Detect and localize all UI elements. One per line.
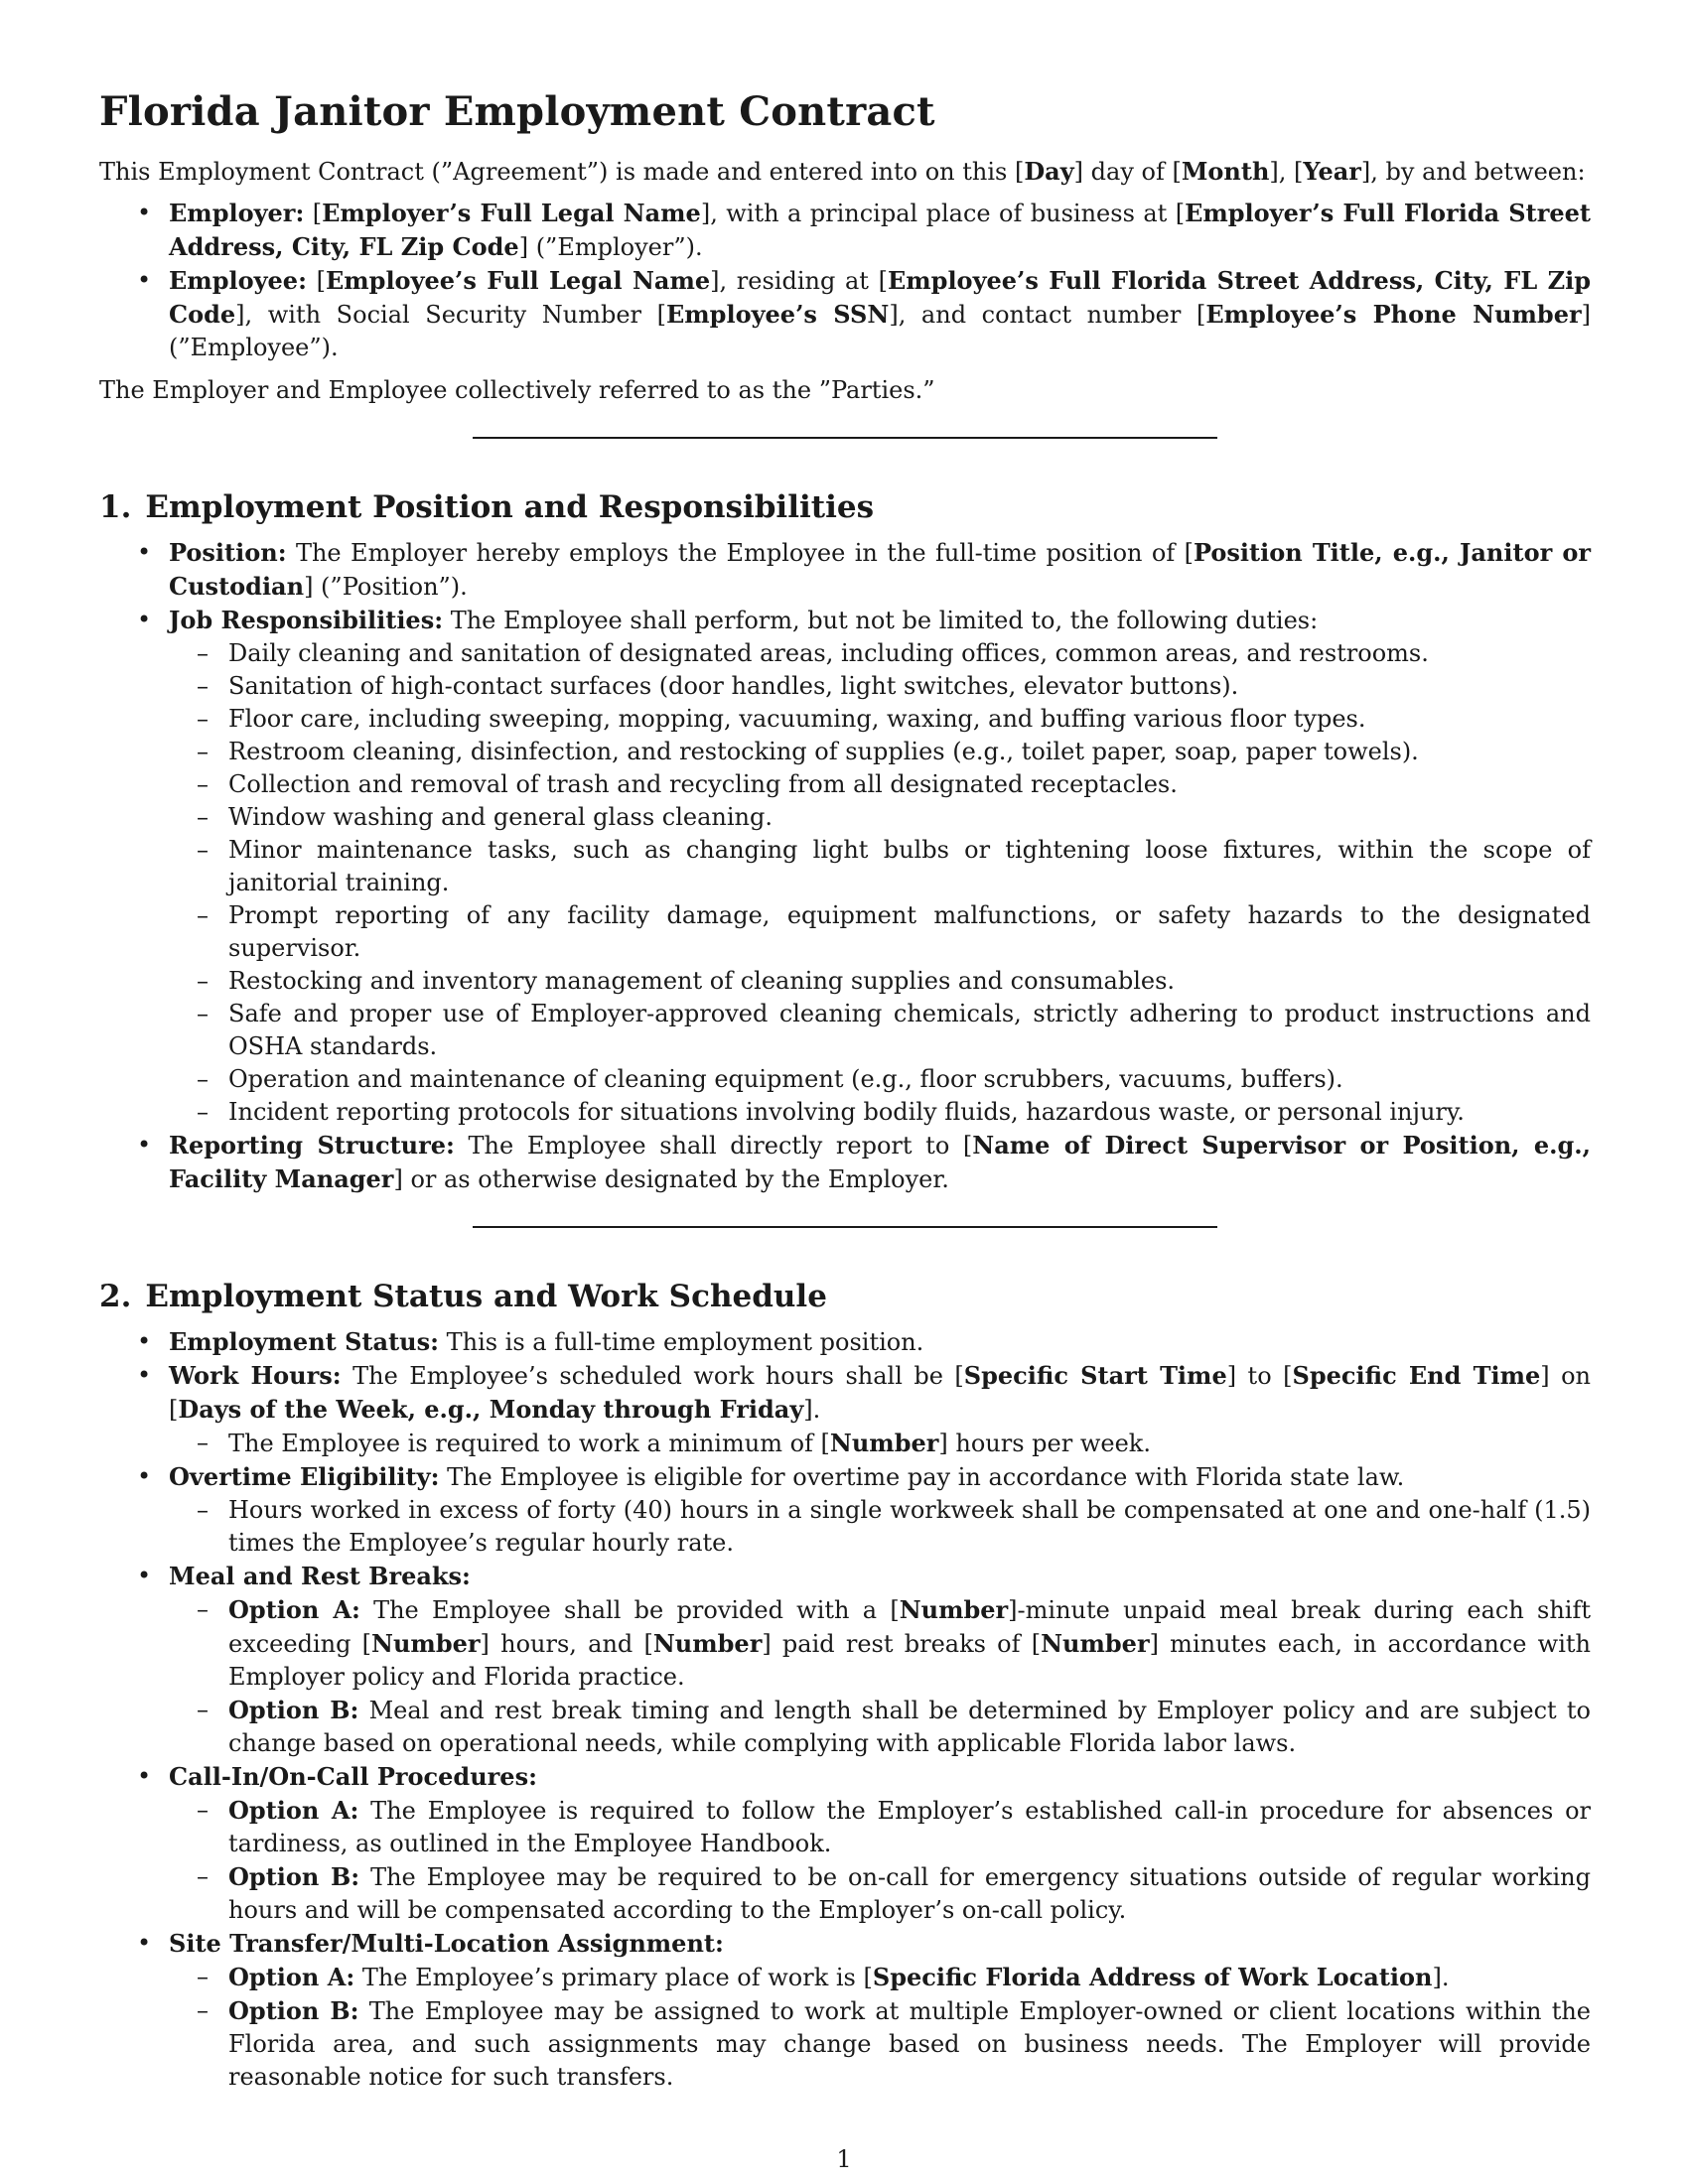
duty-item: – Floor care, including sweeping, mopping, vacuuming, waxing, and buffing various floor types. <box>169 703 1591 736</box>
overtime-sublist <box>169 1494 1591 1560</box>
duty-item: – Sanitation of high-contact surfaces (door handles, light switches, elevator buttons). <box>169 670 1591 703</box>
duty-item: – Operation and maintenance of cleaning equipment (e.g., floor scrubbers, vacuums, buffers). <box>169 1063 1591 1096</box>
duty-item: – Incident reporting protocols for situations involving bodily fluids, hazardous waste, or personal injury. <box>169 1096 1591 1129</box>
overtime-item: • Overtime Eligibility: The Employee is eligible for overtime pay in accordance with Florida state law. – Hours worked in excess of forty (40) hours in a single workweek shall be compensated at one and one-half (1.5) times the Employee’s regular hourly rate. <box>99 1460 1591 1560</box>
duty-item: – Safe and proper use of Employer-approved cleaning chemicals, strictly adhering to product instructions and OSHA standards. <box>169 998 1591 1063</box>
duty-item: – Collection and removal of trash and recycling from all designated receptacles. <box>169 768 1591 801</box>
employee-item: • Employee: [Employee’s Full Legal Name], residing at [Employee’s Full Florida Street Address, City, FL Zip Code], with Social Security Number [Employee’s SSN], and contact number [Employee’s Phone Number] (”Employee”). <box>99 264 1591 364</box>
parties-closing: The Employer and Employee collectively referred to as the ”Parties.” <box>99 376 935 404</box>
section-1-heading: 1. Employment Position and Responsibilities <box>99 489 875 525</box>
section-divider <box>473 437 1217 439</box>
site-option-b: – Option B: The Employee may be assigned to work at multiple Employer-owned or client locations within the Florida area, and such assignments may change based on business needs. The Employer will provide reasonable notice for such transfers. <box>169 1994 1591 2094</box>
employee-address-placeholder: Employee’s Full Florida Street Address, City, FL Zip Code <box>169 266 1591 329</box>
meal-rest-breaks-item: • Meal and Rest Breaks: – Option A: The Employee shall be provided with a [Number]-minute unpaid meal break during each shift exceeding [Number] hours, and [Number] paid rest breaks of [Number] minutes each, in accordance with Employer policy and Florida practice. – Option B: Meal and rest break timing and length shall be determined by Employer policy and are subject to change based on operational needs, while complying with applicable Florida labor laws. <box>99 1560 1591 1760</box>
site-transfer-options <box>169 1961 1591 2094</box>
month-placeholder: Month <box>1181 157 1270 186</box>
days-placeholder: Days of the Week, e.g., Monday through Friday <box>178 1395 804 1424</box>
job-responsibilities-item: • Job Responsibilities: The Employee shall perform, but not be limited to, the following duties: – Daily cleaning and sanitation of designated areas, including offices, common areas, and restrooms. – Sanitation of high-contact surfaces (door handles, light switches, elevator buttons). – Floor care, including sweeping, mopping, vacuuming, waxing, and buffing various floor types. – Restroom cleaning, disinfection, and restocking of supplies (e.g., toilet paper, soap, paper towels). – Collection and removal of trash and recycling from all designated receptacles. – Window washing and general glass cleaning. – Minor maintenance tasks, such as changing light bulbs or tightening loose fixtures, within the scope of janitorial training. – Prompt reporting of any facility damage, equipment malfunctions, or safety hazards to the designated supervisor. – Restocking and inventory management of cleaning supplies and consumables. – Safe and proper use of Employer-approved cleaning chemicals, strictly adhering to product instructions and OSHA standards. – Operation and maintenance of cleaning equipment (e.g., floor scrubbers, vacuums, buffers). – Incident reporting protocols for situations involving bodily fluids, hazardous waste, or personal injury. <box>99 604 1591 1129</box>
work-hours-sublist <box>169 1427 1591 1460</box>
breaks-options <box>169 1593 1591 1760</box>
number-placeholder: Number <box>899 1595 1009 1624</box>
duty-item: – Restocking and inventory management of cleaning supplies and consumables. <box>169 965 1591 998</box>
duty-item: – Window washing and general glass cleaning. <box>169 801 1591 834</box>
day-placeholder: Day <box>1024 157 1074 186</box>
contract-page <box>99 89 1591 2094</box>
parties-list <box>99 197 1591 364</box>
section-2-heading: 2. Employment Status and Work Schedule <box>99 1279 827 1314</box>
breaks-option-b: – Option B: Meal and rest break timing and length shall be determined by Employer policy and are subject to change based on operational needs, while complying with applicable Florida labor laws. <box>169 1694 1591 1760</box>
position-title-placeholder: Position Title, e.g., Janitor or Custodian <box>169 538 1592 601</box>
call-in-option-a: – Option A: The Employee is required to follow the Employer’s established call-in procedure for absences or tardiness, as outlined in the Employee Handbook. <box>169 1794 1591 1860</box>
reporting-structure-item: • Reporting Structure: The Employee shall directly report to [Name of Direct Supervisor or Position, e.g., Facility Manager] or as otherwise designated by the Employer. <box>99 1129 1591 1196</box>
overtime-rate-item: – Hours worked in excess of forty (40) hours in a single workweek shall be compensated at one and one-half (1.5) times the Employee’s regular hourly rate. <box>169 1494 1591 1560</box>
number-placeholder: Number <box>371 1629 481 1658</box>
position-item: • Position: The Employer hereby employs the Employee in the full-time position of [Position Title, e.g., Janitor or Custodian] (”Position”). <box>99 536 1591 604</box>
year-placeholder: Year <box>1303 157 1361 186</box>
employer-address-placeholder: Employer’s Full Florida Street Address, City, FL Zip Code <box>169 199 1591 261</box>
number-placeholder: Number <box>1041 1629 1150 1658</box>
duties-list <box>169 637 1591 1129</box>
site-transfer-item: • Site Transfer/Multi-Location Assignment: – Option A: The Employee’s primary place of work is [Specific Florida Address of Work Location]. – Option B: The Employee may be assigned to work at multiple Employer-owned or client locations within the Florida area, and such assignments may change based on business needs. The Employer will provide reasonable notice for such transfers. <box>99 1927 1591 2094</box>
number-placeholder: Number <box>652 1629 763 1658</box>
employer-item: • Employer: [Employer’s Full Legal Name], with a principal place of business at [Employer’s Full Florida Street Address, City, FL Zip Code] (”Employer”). <box>99 197 1591 264</box>
duty-item: – Daily cleaning and sanitation of designated areas, including offices, common areas, and restrooms. <box>169 637 1591 670</box>
intro-paragraph: This Employment Contract (”Agreement”) is made and entered into on this [Day] day of [Month], [Year], by and between: <box>99 157 1586 186</box>
duty-item: – Prompt reporting of any facility damage, equipment malfunctions, or safety hazards to the designated supervisor. <box>169 899 1591 965</box>
employer-name-placeholder: Employer’s Full Legal Name <box>322 199 701 227</box>
page-number: 1 <box>836 2145 852 2173</box>
employee-phone-placeholder: Employee’s Phone Number <box>1205 300 1582 329</box>
duty-item: – Restroom cleaning, disinfection, and restocking of supplies (e.g., toilet paper, soap, paper towels). <box>169 736 1591 768</box>
document-title: Florida Janitor Employment Contract <box>99 88 935 135</box>
breaks-option-a: – Option A: The Employee shall be provided with a [Number]-minute unpaid meal break during each shift exceeding [Number] hours, and [Number] paid rest breaks of [Number] minutes each, in accordance with Employer policy and Florida practice. <box>169 1593 1591 1694</box>
call-in-option-b: – Option B: The Employee may be required to be on-call for emergency situations outside of regular working hours and will be compensated according to the Employer’s on-call policy. <box>169 1860 1591 1927</box>
work-hours-item: • Work Hours: The Employee’s scheduled work hours shall be [Specific Start Time] to [Specific End Time] on [Days of the Week, e.g., Monday through Friday]. – The Employee is required to work a minimum of [Number] hours per week. <box>99 1359 1591 1460</box>
minimum-hours-item: – The Employee is required to work a minimum of [Number] hours per week. <box>169 1427 1591 1460</box>
section-1-list <box>99 536 1591 1196</box>
section-2-list <box>99 1325 1591 2094</box>
start-time-placeholder: Specific Start Time <box>963 1361 1227 1390</box>
number-placeholder: Number <box>829 1429 939 1457</box>
employee-ssn-placeholder: Employee’s SSN <box>665 300 890 329</box>
supervisor-placeholder: Name of Direct Supervisor or Position, e.g., Facility Manager <box>169 1131 1592 1193</box>
end-time-placeholder: Specific End Time <box>1292 1361 1541 1390</box>
section-divider <box>473 1226 1217 1228</box>
duty-item: – Minor maintenance tasks, such as changing light bulbs or tightening loose fixtures, within the scope of janitorial training. <box>169 834 1591 899</box>
site-option-a: – Option A: The Employee’s primary place of work is [Specific Florida Address of Work Location]. <box>169 1961 1591 1994</box>
call-in-options <box>169 1794 1591 1927</box>
employment-status-item: • Employment Status: This is a full-time employment position. <box>99 1325 1591 1359</box>
employee-name-placeholder: Employee’s Full Legal Name <box>325 266 711 295</box>
work-location-placeholder: Specific Florida Address of Work Location <box>872 1963 1433 1991</box>
call-in-item: • Call-In/On-Call Procedures: – Option A: The Employee is required to follow the Employer’s established call-in procedure for absences or tardiness, as outlined in the Employee Handbook. – Option B: The Employee may be required to be on-call for emergency situations outside of regular working hours and will be compensated according to the Employer’s on-call policy. <box>99 1760 1591 1927</box>
